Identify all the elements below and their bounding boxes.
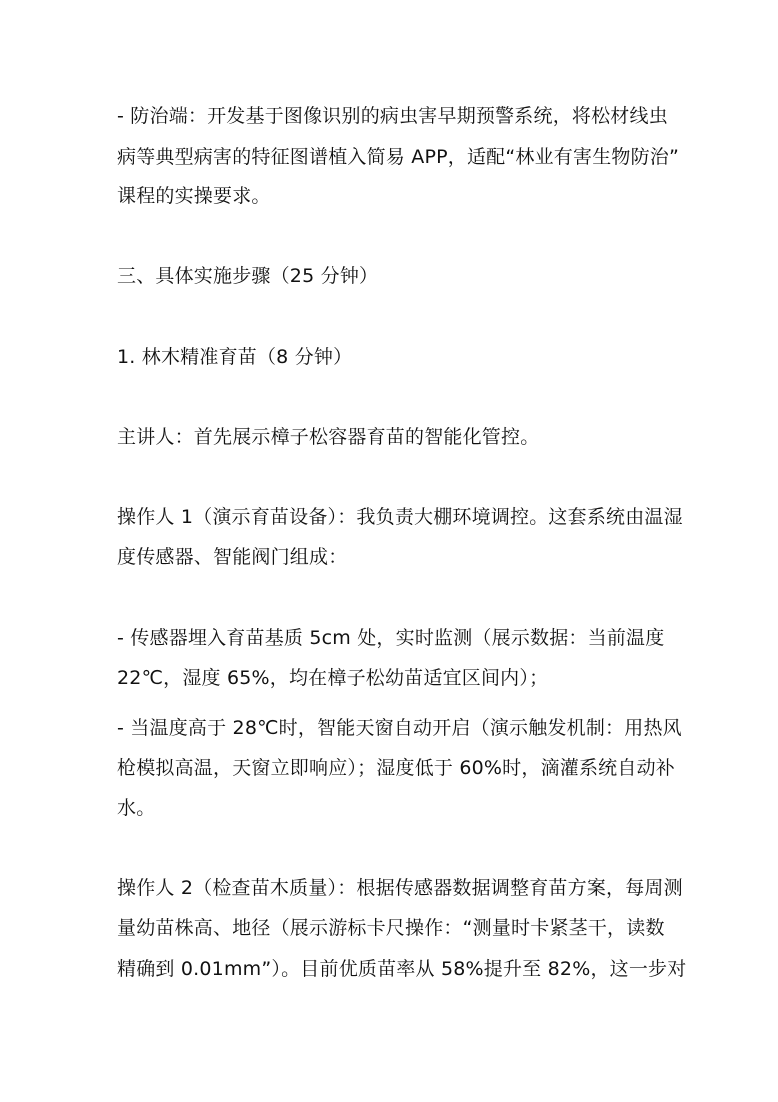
text-line: 度传感器、智能阀门组成：	[117, 546, 348, 568]
text-line: 水。	[117, 797, 156, 819]
text-line: 操作人 2（检查苗木质量）：根据传感器数据调整育苗方案，每周测	[117, 877, 683, 899]
text-line: - 防治端：开发基于图像识别的病虫害早期预警系统，将松材线虫	[117, 105, 668, 127]
text-line: 量幼苗株高、地径（展示游标卡尺操作：“测量时卡紧茎干，读数	[117, 917, 665, 939]
text-line: 操作人 1（演示育苗设备）：我负责大棚环境调控。这套系统由温湿	[117, 506, 683, 528]
text-line: - 当温度高于 28℃时，智能天窗自动开启（演示触发机制：用热风	[117, 717, 682, 739]
subsection-heading: 1. 林木精准育苗（8 分钟）	[117, 346, 353, 368]
text-line: 课程的实操要求。	[117, 185, 271, 207]
text-line: 病等典型病害的特征图谱植入简易 APP，适配“林业有害生物防治”	[117, 146, 680, 168]
text-line: - 传感器埋入育苗基质 5cm 处，实时监测（展示数据：当前温度	[117, 627, 665, 649]
text-line: 22℃，湿度 65%，均在樟子松幼苗适宜区间内）；	[117, 667, 549, 689]
text-line: 枪模拟高温，天窗立即响应）；湿度低于 60%时，滴灌系统自动补	[117, 757, 675, 779]
section-heading: 三、具体实施步骤（25 分钟）	[117, 265, 379, 287]
text-line: 主讲人：首先展示樟子松容器育苗的智能化管控。	[117, 426, 540, 448]
text-line: 精确到 0.01mm”）。目前优质苗率从 58%提升至 82%，这一步对	[117, 958, 687, 980]
